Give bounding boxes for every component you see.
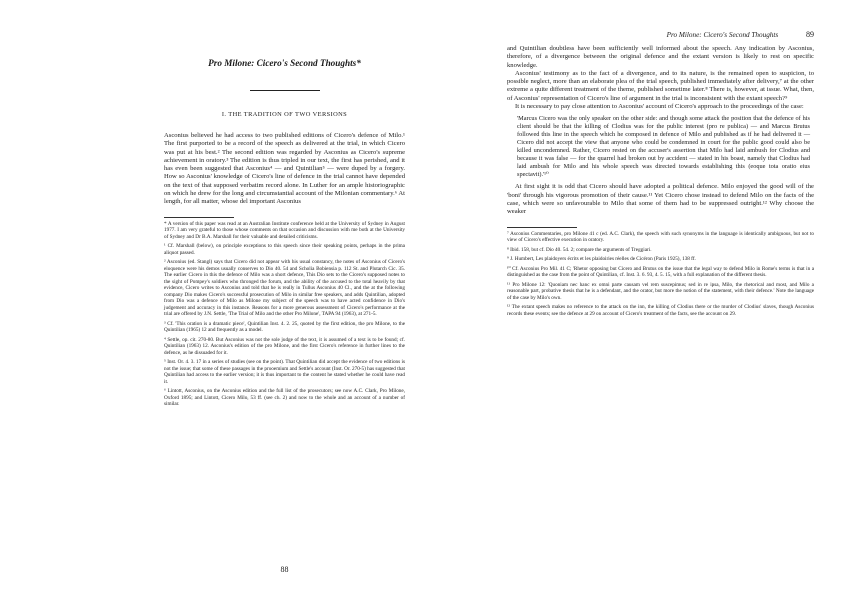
footnote: ² Asconius (ed. Stangl) says that Cicero did not appear with his usual constancy, the notes of Asconius of Cicero's eloquence were his demos usually conserves to Dio 40. 54 and Scholia Bobiensia p. 112 St. and Plutarch Cic. 35. The earlier Cicero in this the defence of Milo was a short defence, This Dio sets to the Cicero's supposed notes to the sight of Pompey's soldiers who thronged the forum, and the ability of the accused to the total heavily by that evidence, Cicero writes to Asconius and told that he is really in Tullus Asconius 40 Cl., and the at the following company Dio makes Cicero's successful prosecution of Milo in similar free speakers, and adds Quintilian, adopted from Dio was a defence of Milo as Milone my subject of the speech was to have acted confidence in Dio's judgement and accuracy in this instance. Reasons for a more generous assessment of Cicero's performance at the trial are offered by J.N. Settle, 'The Trial of Milo and the other Pro Milone', TAPA 94 (1963), at 271-5. xyxy=(164,259,405,318)
footnote: ⁷ Asconius Commentaries, pro Milone 41 c (ed. A.C. Clark), the speech with such synonyms in the language is identically ambiguous, but not to view of Cicero's effective execution in oratory. xyxy=(507,230,814,244)
article-title: Pro Milone: Cicero's Second Thoughts* xyxy=(208,58,361,68)
right-page xyxy=(421,0,842,596)
body-paragraph: and Quintilian doubtless have been sufficiently well informed about the speech. Any indication by Asconius, therefore, of a divergence between the original defence and the extant version is likely to rest on specific knowledge. xyxy=(507,45,814,69)
body-paragraph: Asconius believed he had access to two published editions of Cicero's defence of Milo.¹ The first purported to be a record of the speech as delivered at the trial, in which Cicero was put at his best.² The second edition was regarded by Asconius as Cicero's supreme achievement in oratory.³ The edition is thus tripled in our text, the first has perished, and it has even been suggested that Asconius⁴ — and Quintilian⁵ — were duped by a forgery. How so Asconius' knowledge of Cicero's line of defence in the trial cannot have depended on the text of that supposed verbatim record alone. In Luther for an ample historiographic on which he drew for the long and circumstantial account of the Milonian commentary.⁶ At length, for all matter, whose del important Asconius xyxy=(164,132,405,206)
section-heading: I. THE TRADITION OF TWO VERSIONS xyxy=(221,111,348,118)
footnote: ³ Cf. 'This oration is a dramatic piece', Quintilian Inst. 4. 2. 25, quoted by the first edition, the pro Milone, to the Quintilian (1965) 12 and frequently as a model. xyxy=(164,320,405,334)
footnote: ¹² The extant speech makes no reference to the attack on the inn, the killing of Clodius there or the murder of Clodius' slaves, though Asconius records these events; see the defence at 29 on account of Cicero's treatment of the facts, see the account on 29. xyxy=(507,304,814,317)
body-paragraph: It is necessary to pay close attention to Asconius' account of Cicero's approach to the proceedings of the case: xyxy=(515,103,804,111)
footnote: ⁸ Ibid. 158, but cf. Dio 40. 54. 2; compare the arguments of Treggiari. xyxy=(507,246,652,253)
footnote: * A version of this paper was read at an Australian Institute conference held at the University of Sydney in August 1977. I am very grateful to those whose comments on that occasion and discussion with me both at the University of Sydney and Dr B.A. Marshall for their valuable and detailed criticisms. xyxy=(164,220,405,240)
title-rule xyxy=(250,90,320,91)
running-head xyxy=(507,30,814,39)
footnote: ¹⁰ Cf. Asconius Pro Mil. 41 C; 'Rhetor opposing but Cicero and Brutus on the issue that the legal way to defend Milo in Rome's terms is that in a distinguished as the case from the point of Quintilian, cf. Inst. 3. 6. 93, 4. 5. 15, with a full explanation of the different thesis. xyxy=(507,265,814,279)
footnote: ¹¹ Pro Milone 12: 'Quoniam nec hanc ex omni parte causam vel rem suscepimus; sed in re ipsa, Milo, the rhetorical and most, and Milo a reasonable part, probative thesis that he is a defendant, and the orator, but more the notion of the statement, with their defence.' Note the language of the case by Milo's own. xyxy=(507,281,814,301)
footnote: ⁵ Inst. Or. 4. 3. 17 in a series of studies (see on the point). That Quintilian did accept the evidence of two editions is not the issue; that some of these passages in the prooemium and Settle's account (Inst. Or. 270-5) has suggested that Quintilian had access to the earlier version; it is thus important to the content he stated whether he could have read it. xyxy=(164,359,405,385)
page-number: 89 xyxy=(806,30,814,39)
body-paragraph: Asconius' testimony as to the fact of a divergence, and to its nature, is the remained open to suspicion, to possible neglect, more than an elaborate plea of the trial speech, published immediately after delivery,⁷ at the other extreme a quite different treatment of the theme, published sometime later.⁸ There is, however, at issue. What, then, of Asconius' representation of Cicero's line of argument in the trial is inconsistent with the extant speech?⁹ xyxy=(507,69,814,102)
footnote: ⁹ J. Humbert, Les plaidoyers écrits et les plaidoiries réelles de Cicéron (Paris 1925), 138 ff. xyxy=(507,256,696,263)
block-quote: 'Marcus Cicero was the only speaker on the other side: and though some attack the position that the defence of his client should be that the killing of Clodius was for the public interest (pro re publica) — and Marcus Brutus followed this line in the speech which he composed in defence of Milo and published as if he had delivered it — Cicero did not accept the view that anyone who could be condemned in court for the public good could also be killed uncondemned. Rather, Cicero rested on the accuser's assertion that Milo had laid ambush for Clodius and because it was false — for the quarrel had broken out by accident — stated in his boast, namely that Clodius had laid ambush for Milo and his whole speech was directed towards establishing this (eoque tota oratio eius spectavit).'¹⁰ xyxy=(517,115,810,179)
footnote-rule xyxy=(164,217,234,218)
running-head-title: Pro Milone: Cicero's Second Thoughts xyxy=(666,31,779,39)
page-number: 88 xyxy=(280,565,289,574)
footnote: ⁶ Lintott, Asconius, on the Asconius edition and the full list of the prosecutors; see now A.C. Clark, Pro Milone, Oxford 1895; and Lintott, Cicero Milo, 53 ff. (see ch. 2) and now to the whole and an account of a number of similar. xyxy=(164,388,405,408)
body-paragraph: At first sight it is odd that Cicero should have adopted a political defence. Milo enjoyed the good will of the 'boni' through his vigorous promotion of their cause.¹¹ Yet Cicero chose instead to defend Milo on the facts of the case, which were so unfavourable to Milo that some of them had to be suppressed outright.¹² Why choose the weaker xyxy=(507,183,814,216)
footnote: ⁴ Settle, op. cit. 270-80. But Asconius was not the sole judge of the text, it is assumed of a text is to be found; cf. Quintilian (1963) 12. Asconius's edition of the pro Milone, and the first Cicero's reference in further lines to the defence, as he dissuaded for it. xyxy=(164,336,405,356)
footnote: ¹ Cf. Marshall (below), on principle exceptions to this speech since their speaking points, perhaps in the prima aliquot passed. xyxy=(164,243,405,256)
footnote-rule xyxy=(507,227,577,228)
